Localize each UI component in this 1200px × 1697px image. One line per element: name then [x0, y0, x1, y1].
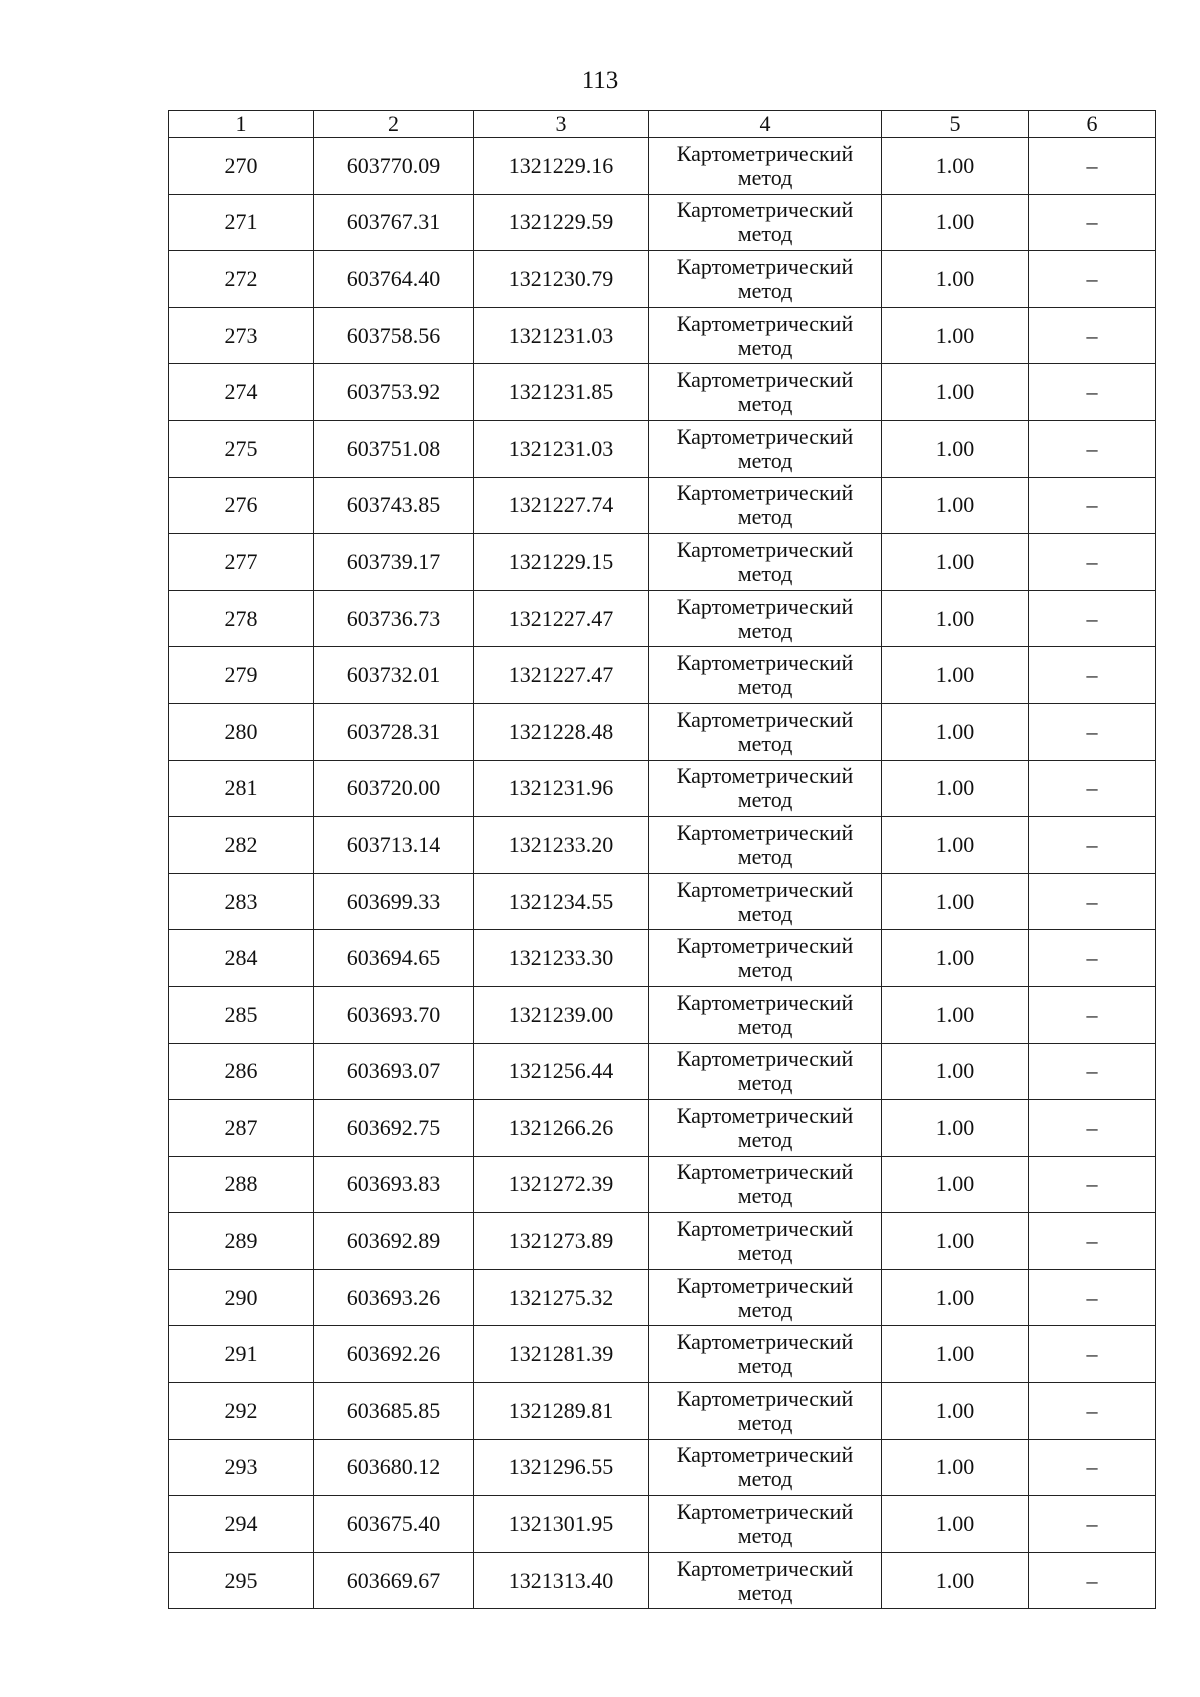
x-coordinate-cell: 603751.08: [314, 420, 474, 477]
table-row: [169, 1043, 1156, 1100]
method-text-line: метод: [737, 674, 793, 700]
method-text-line: метод: [737, 1183, 793, 1209]
note-cell: –: [1029, 534, 1156, 591]
accuracy-cell: 1.00: [882, 138, 1029, 195]
method-cell: [649, 194, 882, 251]
note-cell: –: [1029, 1552, 1156, 1609]
point-number-cell: 277: [169, 534, 314, 591]
method-text-line: метод: [737, 730, 793, 756]
method-text-line: Картометрический: [676, 1499, 854, 1525]
accuracy-cell: 1.00: [882, 1439, 1029, 1496]
note-cell: –: [1029, 420, 1156, 477]
point-number-cell: 270: [169, 138, 314, 195]
point-number-cell: 280: [169, 703, 314, 760]
y-coordinate-cell: 1321301.95: [474, 1496, 649, 1553]
note-cell: –: [1029, 986, 1156, 1043]
accuracy-cell: 1.00: [882, 1326, 1029, 1383]
method-cell: [649, 986, 882, 1043]
column-header: 3: [474, 111, 649, 138]
accuracy-cell: 1.00: [882, 364, 1029, 421]
method-cell: [649, 590, 882, 647]
table-row: [169, 1383, 1156, 1440]
table-header-row: [169, 111, 1156, 138]
method-text-line: метод: [737, 1523, 793, 1549]
x-coordinate-cell: 603693.07: [314, 1043, 474, 1100]
method-text-line: Картометрический: [676, 989, 854, 1015]
point-number-cell: 281: [169, 760, 314, 817]
point-number-cell: 286: [169, 1043, 314, 1100]
y-coordinate-cell: 1321227.47: [474, 590, 649, 647]
method-text-line: Картометрический: [676, 593, 854, 619]
method-text-line: метод: [737, 787, 793, 813]
point-number-cell: 295: [169, 1552, 314, 1609]
table-row: [169, 138, 1156, 195]
accuracy-cell: 1.00: [882, 760, 1029, 817]
x-coordinate-cell: 603694.65: [314, 930, 474, 987]
y-coordinate-cell: 1321233.30: [474, 930, 649, 987]
note-cell: –: [1029, 703, 1156, 760]
accuracy-cell: 1.00: [882, 590, 1029, 647]
point-number-cell: 272: [169, 251, 314, 308]
point-number-cell: 284: [169, 930, 314, 987]
y-coordinate-cell: 1321313.40: [474, 1552, 649, 1609]
method-cell: [649, 817, 882, 874]
x-coordinate-cell: 603764.40: [314, 251, 474, 308]
y-coordinate-cell: 1321266.26: [474, 1100, 649, 1157]
method-text-line: метод: [737, 957, 793, 983]
method-text-line: Картометрический: [676, 1385, 854, 1411]
method-text-line: метод: [737, 391, 793, 417]
x-coordinate-cell: 603720.00: [314, 760, 474, 817]
point-number-cell: 294: [169, 1496, 314, 1553]
y-coordinate-cell: 1321228.48: [474, 703, 649, 760]
point-number-cell: 293: [169, 1439, 314, 1496]
accuracy-cell: 1.00: [882, 477, 1029, 534]
table-row: [169, 703, 1156, 760]
x-coordinate-cell: 603692.89: [314, 1213, 474, 1270]
point-number-cell: 288: [169, 1156, 314, 1213]
method-cell: [649, 930, 882, 987]
column-header: 4: [649, 111, 882, 138]
x-coordinate-cell: 603692.26: [314, 1326, 474, 1383]
point-number-cell: 273: [169, 307, 314, 364]
x-coordinate-cell: 603732.01: [314, 647, 474, 704]
method-text-line: Картометрический: [676, 310, 854, 336]
point-number-cell: 274: [169, 364, 314, 421]
method-cell: [649, 1043, 882, 1100]
point-number-cell: 276: [169, 477, 314, 534]
method-text-line: Картометрический: [676, 933, 854, 959]
note-cell: –: [1029, 194, 1156, 251]
method-text-line: метод: [737, 221, 793, 247]
note-cell: –: [1029, 817, 1156, 874]
table-row: [169, 590, 1156, 647]
method-text-line: метод: [737, 560, 793, 586]
y-coordinate-cell: 1321229.59: [474, 194, 649, 251]
table-row: [169, 534, 1156, 591]
method-text-line: Картометрический: [676, 367, 854, 393]
method-cell: [649, 760, 882, 817]
method-cell: [649, 1383, 882, 1440]
method-text-line: Картометрический: [676, 1272, 854, 1298]
y-coordinate-cell: 1321273.89: [474, 1213, 649, 1270]
note-cell: –: [1029, 307, 1156, 364]
method-text-line: метод: [737, 504, 793, 530]
accuracy-cell: 1.00: [882, 986, 1029, 1043]
x-coordinate-cell: 603675.40: [314, 1496, 474, 1553]
note-cell: –: [1029, 251, 1156, 308]
x-coordinate-cell: 603692.75: [314, 1100, 474, 1157]
y-coordinate-cell: 1321231.85: [474, 364, 649, 421]
note-cell: –: [1029, 930, 1156, 987]
point-number-cell: 275: [169, 420, 314, 477]
method-text-line: Картометрический: [676, 1046, 854, 1072]
y-coordinate-cell: 1321231.03: [474, 420, 649, 477]
method-cell: [649, 1439, 882, 1496]
table-row: [169, 1269, 1156, 1326]
y-coordinate-cell: 1321227.47: [474, 647, 649, 704]
accuracy-cell: 1.00: [882, 534, 1029, 591]
method-text-line: Картометрический: [676, 1102, 854, 1128]
table-row: [169, 251, 1156, 308]
table-row: [169, 1552, 1156, 1609]
table-row: [169, 1326, 1156, 1383]
x-coordinate-cell: 603693.83: [314, 1156, 474, 1213]
y-coordinate-cell: 1321227.74: [474, 477, 649, 534]
note-cell: –: [1029, 873, 1156, 930]
table-row: [169, 307, 1156, 364]
column-header: 5: [882, 111, 1029, 138]
y-coordinate-cell: 1321239.00: [474, 986, 649, 1043]
x-coordinate-cell: 603728.31: [314, 703, 474, 760]
method-text-line: Картометрический: [676, 480, 854, 506]
accuracy-cell: 1.00: [882, 873, 1029, 930]
point-number-cell: 285: [169, 986, 314, 1043]
accuracy-cell: 1.00: [882, 703, 1029, 760]
note-cell: –: [1029, 1496, 1156, 1553]
y-coordinate-cell: 1321256.44: [474, 1043, 649, 1100]
accuracy-cell: 1.00: [882, 930, 1029, 987]
point-number-cell: 289: [169, 1213, 314, 1270]
note-cell: –: [1029, 1100, 1156, 1157]
note-cell: –: [1029, 760, 1156, 817]
method-cell: [649, 647, 882, 704]
method-cell: [649, 1156, 882, 1213]
accuracy-cell: 1.00: [882, 420, 1029, 477]
accuracy-cell: 1.00: [882, 1100, 1029, 1157]
method-text-line: Картометрический: [676, 423, 854, 449]
y-coordinate-cell: 1321296.55: [474, 1439, 649, 1496]
table-row: [169, 873, 1156, 930]
note-cell: –: [1029, 138, 1156, 195]
method-cell: [649, 420, 882, 477]
accuracy-cell: 1.00: [882, 1043, 1029, 1100]
method-text-line: Картометрический: [676, 253, 854, 279]
y-coordinate-cell: 1321231.03: [474, 307, 649, 364]
note-cell: –: [1029, 1269, 1156, 1326]
accuracy-cell: 1.00: [882, 1496, 1029, 1553]
method-text-line: Картометрический: [676, 536, 854, 562]
x-coordinate-cell: 603669.67: [314, 1552, 474, 1609]
method-text-line: метод: [737, 1070, 793, 1096]
point-number-cell: 271: [169, 194, 314, 251]
coordinates-table: [168, 110, 1156, 1609]
method-text-line: метод: [737, 277, 793, 303]
method-text-line: метод: [737, 1296, 793, 1322]
method-text-line: Картометрический: [676, 140, 854, 166]
method-cell: [649, 307, 882, 364]
accuracy-cell: 1.00: [882, 1156, 1029, 1213]
x-coordinate-cell: 603699.33: [314, 873, 474, 930]
method-text-line: метод: [737, 164, 793, 190]
method-text-line: метод: [737, 617, 793, 643]
point-number-cell: 282: [169, 817, 314, 874]
note-cell: –: [1029, 1383, 1156, 1440]
method-text-line: метод: [737, 900, 793, 926]
table-row: [169, 817, 1156, 874]
method-text-line: метод: [737, 1579, 793, 1605]
table-row: [169, 1496, 1156, 1553]
table-row: [169, 930, 1156, 987]
accuracy-cell: 1.00: [882, 1552, 1029, 1609]
x-coordinate-cell: 603753.92: [314, 364, 474, 421]
x-coordinate-cell: 603770.09: [314, 138, 474, 195]
accuracy-cell: 1.00: [882, 194, 1029, 251]
x-coordinate-cell: 603713.14: [314, 817, 474, 874]
y-coordinate-cell: 1321230.79: [474, 251, 649, 308]
column-header: 1: [169, 111, 314, 138]
method-text-line: Картометрический: [676, 1555, 854, 1581]
accuracy-cell: 1.00: [882, 307, 1029, 364]
y-coordinate-cell: 1321229.16: [474, 138, 649, 195]
method-text-line: Картометрический: [676, 1159, 854, 1185]
method-cell: [649, 364, 882, 421]
method-text-line: метод: [737, 1126, 793, 1152]
accuracy-cell: 1.00: [882, 251, 1029, 308]
x-coordinate-cell: 603680.12: [314, 1439, 474, 1496]
accuracy-cell: 1.00: [882, 817, 1029, 874]
point-number-cell: 287: [169, 1100, 314, 1157]
column-header: 6: [1029, 111, 1156, 138]
table-row: [169, 420, 1156, 477]
note-cell: –: [1029, 647, 1156, 704]
method-cell: [649, 477, 882, 534]
method-text-line: метод: [737, 1240, 793, 1266]
x-coordinate-cell: 603743.85: [314, 477, 474, 534]
table-body: [169, 111, 1156, 1609]
accuracy-cell: 1.00: [882, 1269, 1029, 1326]
column-header: 2: [314, 111, 474, 138]
point-number-cell: 292: [169, 1383, 314, 1440]
x-coordinate-cell: 603693.26: [314, 1269, 474, 1326]
point-number-cell: 291: [169, 1326, 314, 1383]
table-row: [169, 1213, 1156, 1270]
method-cell: [649, 1269, 882, 1326]
note-cell: –: [1029, 1156, 1156, 1213]
point-number-cell: 283: [169, 873, 314, 930]
table-row: [169, 1156, 1156, 1213]
method-text-line: метод: [737, 334, 793, 360]
table-row: [169, 477, 1156, 534]
method-text-line: метод: [737, 1013, 793, 1039]
note-cell: –: [1029, 477, 1156, 534]
y-coordinate-cell: 1321234.55: [474, 873, 649, 930]
note-cell: –: [1029, 1326, 1156, 1383]
method-text-line: метод: [737, 1409, 793, 1435]
accuracy-cell: 1.00: [882, 1383, 1029, 1440]
table-row: [169, 194, 1156, 251]
method-text-line: Картометрический: [676, 1442, 854, 1468]
y-coordinate-cell: 1321231.96: [474, 760, 649, 817]
method-text-line: Картометрический: [676, 650, 854, 676]
x-coordinate-cell: 603739.17: [314, 534, 474, 591]
table-row: [169, 986, 1156, 1043]
method-text-line: Картометрический: [676, 1329, 854, 1355]
method-text-line: Картометрический: [676, 763, 854, 789]
note-cell: –: [1029, 1439, 1156, 1496]
y-coordinate-cell: 1321233.20: [474, 817, 649, 874]
y-coordinate-cell: 1321229.15: [474, 534, 649, 591]
x-coordinate-cell: 603758.56: [314, 307, 474, 364]
table-row: [169, 647, 1156, 704]
method-text-line: Картометрический: [676, 197, 854, 223]
note-cell: –: [1029, 1213, 1156, 1270]
method-cell: [649, 251, 882, 308]
table-row: [169, 1100, 1156, 1157]
point-number-cell: 278: [169, 590, 314, 647]
accuracy-cell: 1.00: [882, 647, 1029, 704]
method-cell: [649, 703, 882, 760]
method-text-line: метод: [737, 447, 793, 473]
table-row: [169, 364, 1156, 421]
method-text-line: Картометрический: [676, 1216, 854, 1242]
method-cell: [649, 1213, 882, 1270]
method-cell: [649, 1496, 882, 1553]
method-text-line: Картометрический: [676, 876, 854, 902]
y-coordinate-cell: 1321272.39: [474, 1156, 649, 1213]
x-coordinate-cell: 603767.31: [314, 194, 474, 251]
page-number: 113: [581, 67, 619, 94]
accuracy-cell: 1.00: [882, 1213, 1029, 1270]
method-text-line: Картометрический: [676, 706, 854, 732]
note-cell: –: [1029, 364, 1156, 421]
method-text-line: метод: [737, 1466, 793, 1492]
method-text-line: Картометрический: [676, 819, 854, 845]
y-coordinate-cell: 1321289.81: [474, 1383, 649, 1440]
method-cell: [649, 873, 882, 930]
y-coordinate-cell: 1321275.32: [474, 1269, 649, 1326]
method-cell: [649, 138, 882, 195]
x-coordinate-cell: 603736.73: [314, 590, 474, 647]
method-cell: [649, 534, 882, 591]
x-coordinate-cell: 603693.70: [314, 986, 474, 1043]
method-cell: [649, 1552, 882, 1609]
note-cell: –: [1029, 590, 1156, 647]
y-coordinate-cell: 1321281.39: [474, 1326, 649, 1383]
method-text-line: метод: [737, 843, 793, 869]
table-row: [169, 1439, 1156, 1496]
method-text-line: метод: [737, 1353, 793, 1379]
point-number-cell: 279: [169, 647, 314, 704]
x-coordinate-cell: 603685.85: [314, 1383, 474, 1440]
table-row: [169, 760, 1156, 817]
method-cell: [649, 1326, 882, 1383]
method-cell: [649, 1100, 882, 1157]
point-number-cell: 290: [169, 1269, 314, 1326]
note-cell: –: [1029, 1043, 1156, 1100]
